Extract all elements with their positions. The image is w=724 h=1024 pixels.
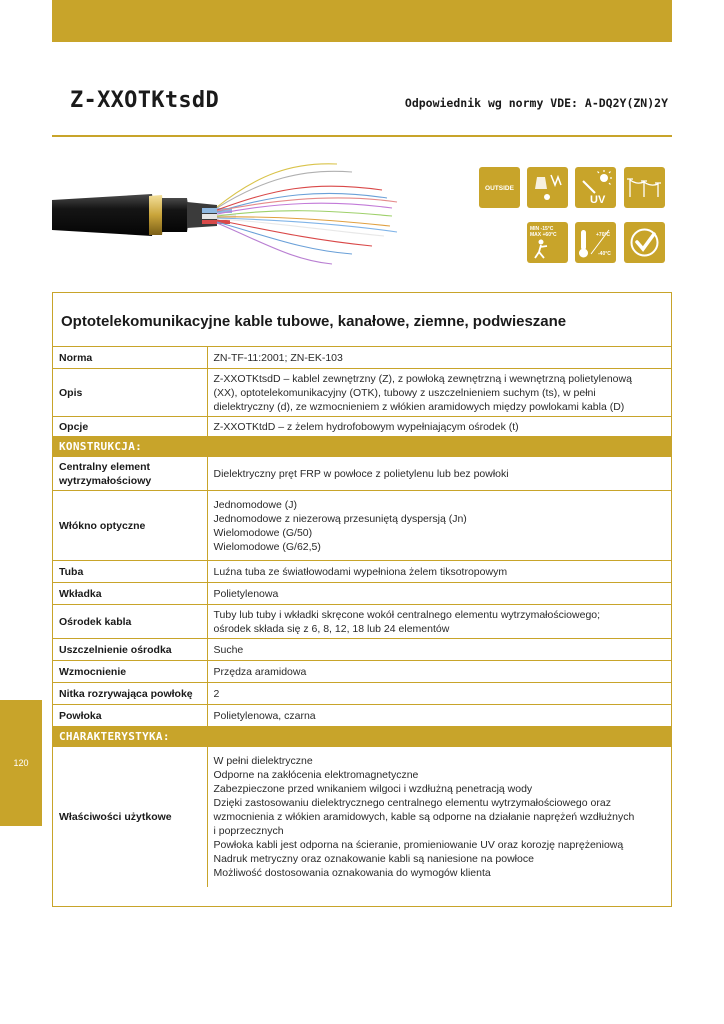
uv-icon-label: UV [590,194,606,206]
row-label: Nitka rozrywająca powłokę [53,683,207,705]
page-number: 120 [13,758,29,768]
value-line: Nadruk metryczny oraz oznakowanie kabli są naniesione na powłoce [213,852,534,865]
value-line: Przędza aramidowa [213,665,307,678]
table-heading: Optotelekomunikacyjne kable tubowe, kanałowe, ziemne, podwieszane [61,313,567,330]
operating-temperature-icon [575,222,616,263]
row-label: Włókno optyczne [53,491,207,561]
row-value [207,683,671,705]
table-row [53,747,671,887]
value-line: Jednomodowe z niezerową przesuniętą dyspersją (Jn) [213,512,467,525]
table-row [53,369,671,417]
row-label: Powłoka [53,705,207,727]
row-label: Centralny element wytrzymałościowy [53,457,207,491]
table-row [53,705,671,727]
section-characteristics [53,727,671,747]
svg-text:+70°C: +70°C [596,232,611,238]
value-line: ZN-TF-11:2001; ZN-EK-103 [213,351,343,364]
row-value [207,639,671,661]
section-label: KONSTRUKCJA: [53,437,671,457]
water-resistant-icon [527,167,568,208]
row-label: Ośrodek kabla [53,605,207,639]
section-construction [53,437,671,457]
row-value [207,583,671,605]
row-label: Uszczelnienie ośrodka [53,639,207,661]
row-value [207,457,671,491]
row-value [207,561,671,583]
value-line: ośrodek składa się z 6, 8, 12, 18 lub 24 elementów [213,622,450,635]
row-value [207,705,671,727]
page-title: Z-XXOTKtsdD [70,88,219,113]
value-line: (XX), optotelekomunikacyjny (OTK), tubowy z uszczelnieniem suchym (ts), w pełni [213,386,596,399]
value-line: W pełni dielektryczne [213,754,313,767]
outside-icon-label: OUTSIDE [485,185,514,192]
table-row [53,417,671,437]
cable-illustration [52,150,402,280]
value-line: dielektryczny (d), ze wzmocnieniem z włókien aramidowych między powlokami kabla (D) [213,400,625,413]
row-value [207,417,671,437]
value-line: Tuby lub tuby i wkładki skręcone wokół centralnego elementu wytrzymałościowego; [213,608,601,621]
value-line: Wielomodowe (G/62,5) [213,540,321,553]
value-line: Wielomodowe (G/50) [213,526,313,539]
title-divider [52,135,672,137]
row-value [207,491,671,561]
row-value [207,605,671,639]
aerial-installation-icon [624,167,665,208]
norm-reference: Odpowiednik wg normy VDE: A-DQ2Y(ZN)2Y [404,96,668,110]
value-line: Z-XXOTKtsdD – kablel zewnętrzny (Z), z powłoką zewnętrzną i wewnętrzną polietylenową [213,372,632,385]
value-line: wzmocnienia z włókien aramidowych, kable są odporne na działanie naprężeń wzdłużnych [213,810,635,823]
value-line: Jednomodowe (J) [213,498,297,511]
table-row [53,457,671,491]
specification-table [53,346,671,887]
value-line: Suche [213,643,244,656]
row-value [207,369,671,417]
value-line: 2 [213,687,220,700]
table-row [53,491,671,561]
svg-text:MIN -15°C: MIN -15°C [530,226,554,232]
installation-temperature-icon [527,222,568,263]
top-accent-bar [52,0,672,42]
row-value [207,661,671,683]
table-row [53,605,671,639]
value-line: Luźna tuba ze światłowodami wypełniona żelem tiksotropowym [213,565,508,578]
table-row [53,661,671,683]
value-line: Z-XXOTKtdD – z żelem hydrofobowym wypełniającym ośrodek (t) [213,420,519,433]
uv-resistant-icon [575,167,616,208]
value-line: Polietylenowa, czarna [213,709,316,722]
row-label: Opcje [53,417,207,437]
row-value [207,747,671,887]
table-row [53,683,671,705]
value-line: Polietylenowa [213,587,279,600]
row-label: Tuba [53,561,207,583]
value-line: i poprzecznych [213,824,284,837]
row-label: Wkładka [53,583,207,605]
outside-icon [479,167,520,208]
section-label: CHARAKTERYSTYKA: [53,727,671,747]
row-label: Właściwości użytkowe [53,747,207,887]
value-line: Odporne na zakłócenia elektromagnetyczne [213,768,419,781]
row-label: Norma [53,347,207,369]
row-value [207,347,671,369]
value-line: Powłoka kabli jest odporna na ścieranie, promieniowanie UV oraz korozję naprężeniową [213,838,624,851]
svg-text:-40°C: -40°C [598,251,611,257]
certified-check-icon [624,222,665,263]
table-row [53,583,671,605]
feature-icons [479,167,667,265]
value-line: Zabezpieczone przed wnikaniem wilgoci i wzdłużną penetracją wody [213,782,533,795]
value-line: Dzięki zastosowaniu dielektrycznego centralnego elementu wytrzymałościowego oraz [213,796,611,809]
table-row [53,347,671,369]
value-line: Dielektryczny pręt FRP w powłoce z polietylenu lub bez powłoki [213,467,509,480]
value-line: Możliwość dostosowania oznakowania do wymogów klienta [213,866,491,879]
row-label: Wzmocnienie [53,661,207,683]
table-row [53,639,671,661]
specification-panel [52,292,672,907]
table-row [53,561,671,583]
row-label: Opis [53,369,207,417]
svg-text:MAX +60°C: MAX +60°C [530,232,557,238]
